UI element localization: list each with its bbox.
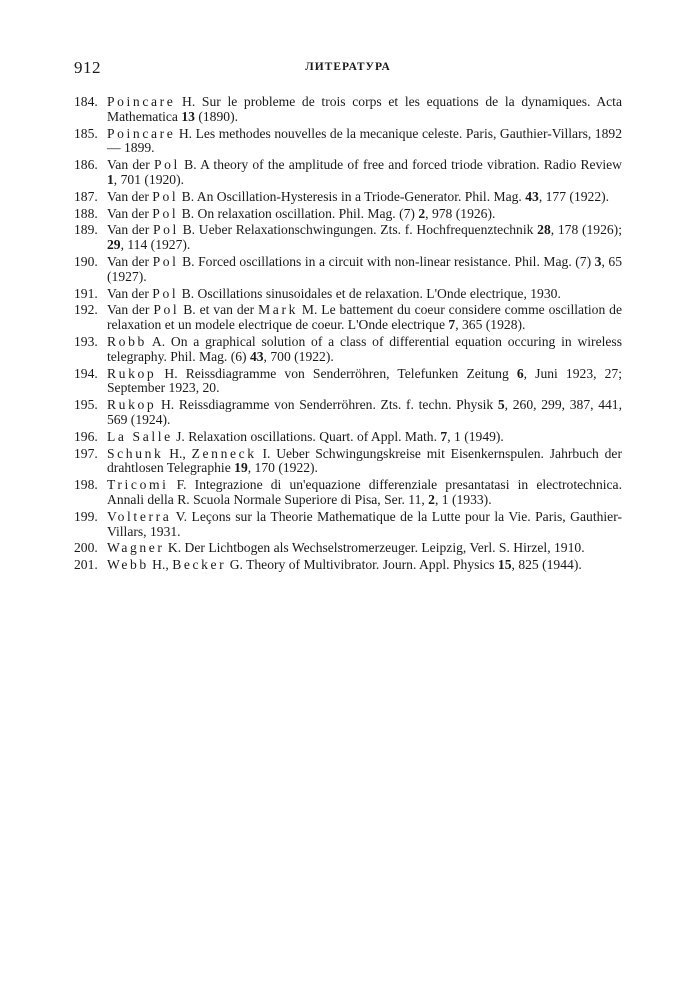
reference-item xyxy=(74,510,622,540)
reference-text: B. et van der xyxy=(179,302,259,318)
reference-number: 196. xyxy=(74,428,98,444)
running-title: ЛИТЕРАТУРА xyxy=(305,61,391,73)
author-name: Rukop xyxy=(107,365,157,381)
reference-item xyxy=(74,303,622,333)
reference-item xyxy=(74,287,622,302)
author-name: Schunk xyxy=(107,445,164,461)
reference-item xyxy=(74,190,622,205)
reference-text: Van der xyxy=(107,302,154,318)
author-name: Webb xyxy=(107,557,149,573)
reference-text: Van der xyxy=(107,253,153,269)
author-name: Rukop xyxy=(107,397,157,413)
author-name: Robb xyxy=(107,333,147,349)
reference-number: 201. xyxy=(74,557,98,573)
volume-number: 29 xyxy=(107,237,121,253)
reference-text: , 178 (1926); xyxy=(550,222,622,238)
volume-number: 3 xyxy=(594,253,602,269)
reference-text: , 978 (1926). xyxy=(425,205,496,221)
reference-text: K. Der Lichtbogen als Wechselstromerzeuger. Leipzig, Verl. S. Hirzel, 1910. xyxy=(164,540,585,556)
author-name: Volterra xyxy=(107,508,172,524)
volume-number: 1 xyxy=(107,171,114,187)
author-name: Pol xyxy=(152,253,179,269)
reference-number: 190. xyxy=(74,253,98,269)
reference-text: J. Relaxation oscillations. Quart. of Appl. Math. xyxy=(172,428,441,444)
reference-text: H., xyxy=(163,445,192,461)
reference-number: 191. xyxy=(74,285,98,301)
reference-text: , 177 (1922). xyxy=(538,188,610,204)
reference-text: A. On a graphical solution of a class of differential equation occuring in wireless telegraphy. Phil. Mag. (6) xyxy=(107,333,622,364)
reference-text: B. Oscillations sinusoidales et de relaxation. L'Onde electrique, 1930. xyxy=(178,285,561,301)
author-name: Pol xyxy=(152,285,179,301)
reference-list xyxy=(74,95,622,575)
reference-text: , Juni 1923, 27; September 1923, 20. xyxy=(107,365,622,396)
volume-number: 6 xyxy=(516,365,524,381)
reference-text: , 114 (1927). xyxy=(120,237,191,253)
reference-item xyxy=(74,95,622,125)
reference-number: 185. xyxy=(74,125,98,141)
author-name: Poincare xyxy=(107,125,176,141)
reference-text: , 365 (1928). xyxy=(455,317,526,333)
reference-item xyxy=(74,541,622,556)
reference-item xyxy=(74,127,622,157)
author-name: Becker xyxy=(172,557,227,573)
volume-number: 43 xyxy=(525,188,539,204)
reference-number: 186. xyxy=(74,157,98,173)
page-number: 912 xyxy=(74,58,101,77)
reference-number: 194. xyxy=(74,365,98,381)
author-name: Pol xyxy=(153,157,180,173)
reference-item xyxy=(74,367,622,397)
reference-text: H., xyxy=(148,557,173,573)
reference-text: H. Reissdiagramme von Senderröhren. Zts. f. techn. Physik xyxy=(156,397,498,413)
author-name: Poincare xyxy=(107,94,176,109)
reference-text: F. Integrazione di un'equazione differenziale presantatasi in electrotechnica. Annali della R. Scuola Normale Superiore di Pisa, Ser. 11, xyxy=(107,477,622,507)
author-name: Pol xyxy=(152,205,179,221)
author-name: Wagner xyxy=(107,540,165,556)
reference-number: 187. xyxy=(74,188,98,204)
author-name: La Salle xyxy=(107,428,173,444)
reference-number: 200. xyxy=(74,540,98,556)
reference-text: B. An Oscillation-Hysteresis in a Triode-Generator. Phil. Mag. xyxy=(178,188,526,204)
reference-number: 189. xyxy=(74,222,98,238)
reference-number: 193. xyxy=(74,333,98,349)
volume-number: 2 xyxy=(428,491,435,507)
reference-text: , 170 (1922). xyxy=(247,460,318,476)
reference-text: , 65 (1927). xyxy=(107,253,623,284)
reference-text: , 825 (1944). xyxy=(511,557,582,573)
reference-text: Van der xyxy=(107,205,153,221)
reference-text: Van der xyxy=(107,157,154,173)
reference-text: (1890). xyxy=(194,108,238,124)
reference-item xyxy=(74,430,622,445)
reference-text: B. Forced oscillations in a circuit with non-linear resistance. Phil. Mag. (7) xyxy=(178,253,595,269)
volume-number: 13 xyxy=(181,108,195,124)
author-name: Pol xyxy=(153,302,180,318)
reference-text: H. Reissdiagramme von Senderröhren, Telefunken Zeitung xyxy=(156,365,517,381)
volume-number: 15 xyxy=(497,557,512,573)
reference-text: Van der xyxy=(107,222,153,238)
reference-text: H. Sur le probleme de trois corps et les equations de la dynamiques. Acta Mathematica xyxy=(107,94,622,124)
author-name: Pol xyxy=(152,222,179,238)
reference-item xyxy=(74,478,622,508)
author-name: Tricomi xyxy=(107,477,169,493)
reference-text: , 701 (1920). xyxy=(113,171,185,187)
reference-item xyxy=(74,158,622,188)
volume-number: 19 xyxy=(234,460,248,476)
reference-item xyxy=(74,558,622,573)
reference-text: B. A theory of the amplitude of free and forced triode vibration. Radio Review xyxy=(179,157,622,173)
reference-text: B. On relaxation oscillation. Phil. Mag. (7) xyxy=(178,205,419,221)
page-header xyxy=(74,58,622,82)
volume-number: 43 xyxy=(249,348,264,364)
reference-number: 188. xyxy=(74,205,98,221)
reference-text: G. Theory of Multivibrator. Journ. Appl. Physics xyxy=(226,557,498,573)
reference-text: , 700 (1922). xyxy=(263,348,334,364)
volume-number: 7 xyxy=(448,317,456,333)
reference-text: M. Le battement du coeur considere comme oscillation de relaxation et un modele electrique de coeur. L'Onde electrique xyxy=(107,302,622,333)
author-name: Mark xyxy=(258,302,298,318)
reference-text: , 260, 299, 387, 441, 569 (1924). xyxy=(107,397,622,427)
reference-item xyxy=(74,223,622,253)
reference-number: 195. xyxy=(74,397,98,413)
author-name: Zenneck xyxy=(191,445,257,461)
reference-number: 184. xyxy=(74,94,98,109)
reference-text: I. Ueber Schwingungskreise mit Eisenkernspulen. Jahrbuch der drahtlosen Telegraphie xyxy=(107,445,622,476)
volume-number: 2 xyxy=(418,205,426,221)
reference-number: 198. xyxy=(74,477,98,493)
volume-number: 28 xyxy=(537,222,551,238)
reference-text: , 1 (1949). xyxy=(447,428,504,444)
volume-number: 5 xyxy=(497,397,505,413)
reference-text: B. Ueber Relaxationschwingungen. Zts. f. Hochfrequenztechnik xyxy=(178,222,538,238)
reference-item xyxy=(74,398,622,428)
reference-number: 199. xyxy=(74,508,98,524)
reference-number: 192. xyxy=(74,302,98,318)
reference-item xyxy=(74,207,622,222)
reference-text: , 1 (1933). xyxy=(434,491,492,507)
reference-item xyxy=(74,335,622,365)
reference-number: 197. xyxy=(74,445,98,461)
reference-text: Van der xyxy=(107,188,153,204)
reference-item xyxy=(74,447,622,477)
reference-text: V. Leçons sur la Theorie Mathematique de la Lutte pour la Vie. Paris, Gauthier-Villars, 1931. xyxy=(107,508,622,539)
reference-text: H. Les methodes nouvelles de la mecanique celeste. Paris, Gauthier-Villars, 1892 — 1899. xyxy=(107,125,622,156)
author-name: Pol xyxy=(152,188,179,204)
reference-item xyxy=(74,255,622,285)
reference-text: Van der xyxy=(107,285,153,301)
volume-number: 7 xyxy=(440,428,448,444)
